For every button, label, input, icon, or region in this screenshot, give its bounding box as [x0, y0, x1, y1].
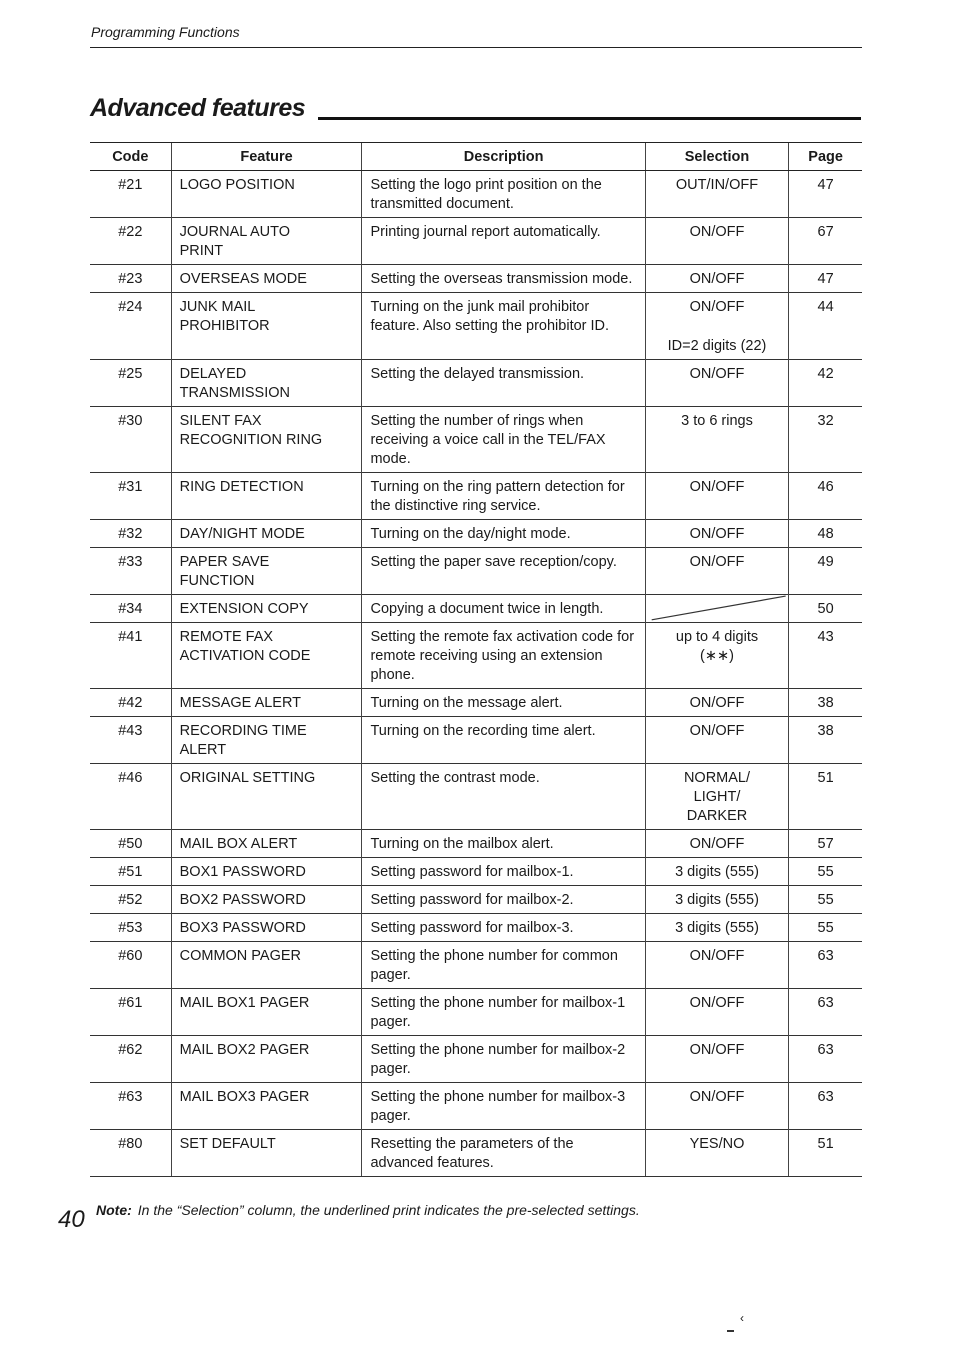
description-text: Setting the overseas transmission mode. [370, 271, 633, 287]
selection-cell [645, 717, 789, 764]
description-cell [362, 1036, 645, 1083]
selection-cell [645, 293, 789, 360]
code-text: #51 [118, 864, 143, 880]
feature-text: JUNK MAIL PROHIBITOR [179, 299, 270, 334]
description-cell [362, 858, 645, 886]
selection-text: YES/NO [689, 1136, 745, 1152]
description-text: Setting password for mailbox-3. [370, 920, 574, 936]
page-cell [789, 360, 862, 407]
page-cell [789, 1130, 862, 1177]
table-row [90, 360, 862, 407]
feature-cell [171, 265, 362, 293]
page-cell [789, 595, 862, 623]
description-cell [362, 473, 645, 520]
description-cell [362, 293, 645, 360]
feature-text: MAIL BOX1 PAGER [179, 995, 310, 1011]
code-cell [90, 360, 171, 407]
description-text: Copying a document twice in length. [370, 601, 604, 617]
selection-text: up to 4 digits (∗∗) [675, 629, 759, 664]
code-cell [90, 1130, 171, 1177]
code-text: #42 [118, 695, 143, 711]
description-text: Printing journal report automatically. [370, 224, 601, 240]
page-text: 49 [817, 554, 834, 570]
running-header: Programming Functions [91, 24, 240, 40]
page-text: 47 [817, 271, 834, 287]
page-cell [789, 764, 862, 830]
table-row [90, 1036, 862, 1083]
code-cell [90, 265, 171, 293]
page-cell [789, 623, 862, 689]
code-text: #52 [118, 892, 143, 908]
page-title: Advanced features [90, 94, 306, 122]
code-cell [90, 171, 171, 218]
feature-text: COMMON PAGER [179, 948, 301, 964]
selection-cell [645, 1130, 789, 1177]
code-text: #63 [118, 1089, 143, 1105]
code-cell [90, 989, 171, 1036]
column-header-code: Code [90, 143, 171, 171]
selection-cell [645, 473, 789, 520]
page-cell [789, 717, 862, 764]
description-cell [362, 548, 645, 595]
feature-cell [171, 623, 362, 689]
description-cell [362, 914, 645, 942]
code-cell [90, 1083, 171, 1130]
code-text: #31 [118, 479, 143, 495]
table-row [90, 858, 862, 886]
column-header-page: Page [789, 143, 862, 171]
note-text: In the “Selection” column, the underlined print indicates the pre-selected settings. [137, 1202, 640, 1218]
description-cell [362, 407, 645, 473]
page-text: 38 [817, 723, 834, 739]
description-cell [362, 764, 645, 830]
page-text: 63 [817, 948, 834, 964]
code-text: #53 [118, 920, 143, 936]
description-text: Setting the number of rings when receiving a voice call in the TEL/FAX mode. [370, 413, 606, 467]
feature-cell [171, 407, 362, 473]
selection-text: ON/OFF [689, 1042, 745, 1058]
table-row [90, 830, 862, 858]
feature-text: SET DEFAULT [179, 1136, 276, 1152]
code-cell [90, 520, 171, 548]
code-cell [90, 914, 171, 942]
page-cell [789, 293, 862, 360]
feature-cell [171, 689, 362, 717]
table-row [90, 473, 862, 520]
description-cell [362, 942, 645, 989]
page-cell [789, 830, 862, 858]
column-header-selection: Selection [645, 143, 789, 171]
table-row [90, 689, 862, 717]
feature-cell [171, 764, 362, 830]
feature-cell [171, 942, 362, 989]
page-cell [789, 1036, 862, 1083]
selection-text: ON/OFF [689, 1089, 745, 1105]
selection-cell [645, 689, 789, 717]
page-text: 63 [817, 995, 834, 1011]
table-row [90, 1130, 862, 1177]
table-row [90, 942, 862, 989]
description-text: Resetting the parameters of the advanced features. [370, 1136, 574, 1171]
description-text: Turning on the ring pattern detection for the distinctive ring service. [370, 479, 625, 514]
feature-cell [171, 171, 362, 218]
feature-cell [171, 360, 362, 407]
description-cell [362, 595, 645, 623]
description-cell [362, 1130, 645, 1177]
page-text: 67 [817, 224, 834, 240]
selection-cell [645, 764, 789, 830]
selection-cell [645, 520, 789, 548]
feature-cell [171, 473, 362, 520]
page-text: 55 [817, 892, 834, 908]
header-rule [90, 47, 862, 48]
description-cell [362, 171, 645, 218]
feature-cell [171, 293, 362, 360]
note-label: Note: [96, 1202, 132, 1218]
selection-text: 3 digits (555) [675, 892, 759, 908]
feature-text: MAIL BOX ALERT [179, 836, 298, 852]
feature-text: REMOTE FAX ACTIVATION CODE [179, 629, 311, 664]
feature-cell [171, 218, 362, 265]
description-text: Setting password for mailbox-2. [370, 892, 574, 908]
code-cell [90, 886, 171, 914]
selection-cell [645, 858, 789, 886]
selection-cell [645, 171, 789, 218]
code-text: #25 [118, 366, 143, 382]
selection-cell [645, 548, 789, 595]
page-text: 42 [817, 366, 834, 382]
selection-text: ON/OFF [689, 695, 745, 711]
feature-cell [171, 520, 362, 548]
description-text: Turning on the day/night mode. [370, 526, 571, 542]
code-text: #41 [118, 629, 143, 645]
page-text: 51 [817, 1136, 834, 1152]
selection-cell [645, 265, 789, 293]
description-cell [362, 689, 645, 717]
table-row [90, 265, 862, 293]
selection-cell [645, 942, 789, 989]
code-text: #32 [118, 526, 143, 542]
feature-text: ORIGINAL SETTING [179, 770, 316, 786]
description-cell [362, 520, 645, 548]
feature-text: MAIL BOX3 PAGER [179, 1089, 310, 1105]
title-rule [318, 117, 861, 120]
scan-dash [727, 1330, 734, 1332]
feature-text: MESSAGE ALERT [179, 695, 302, 711]
selection-text: ON/OFF [689, 948, 745, 964]
feature-text: OVERSEAS MODE [179, 271, 307, 287]
description-cell [362, 218, 645, 265]
selection-cell [645, 1083, 789, 1130]
selection-text: ON/OFF [689, 723, 745, 739]
page-cell [789, 914, 862, 942]
page-cell [789, 548, 862, 595]
feature-cell [171, 989, 362, 1036]
page-cell [789, 473, 862, 520]
code-text: #50 [118, 836, 143, 852]
page-text: 47 [817, 177, 834, 193]
description-text: Setting the logo print position on the transmitted document. [370, 177, 602, 212]
table-row [90, 989, 862, 1036]
feature-cell [171, 548, 362, 595]
description-cell [362, 1083, 645, 1130]
page-cell [789, 171, 862, 218]
description-text: Setting password for mailbox-1. [370, 864, 574, 880]
page-text: 44 [817, 299, 834, 315]
code-cell [90, 623, 171, 689]
feature-cell [171, 858, 362, 886]
code-cell [90, 942, 171, 989]
table-row [90, 548, 862, 595]
feature-cell [171, 830, 362, 858]
description-cell [362, 989, 645, 1036]
code-cell [90, 407, 171, 473]
feature-cell [171, 717, 362, 764]
description-text: Turning on the message alert. [370, 695, 563, 711]
code-cell [90, 717, 171, 764]
selection-text: ON/OFF [689, 224, 745, 240]
description-text: Setting the paper save reception/copy. [370, 554, 617, 570]
page-text: 48 [817, 526, 834, 542]
selection-cell [645, 830, 789, 858]
description-cell [362, 360, 645, 407]
selection-text: ON/OFF [689, 526, 745, 542]
page-text: 43 [817, 629, 834, 645]
table-row [90, 293, 862, 360]
table-header-row [90, 143, 862, 171]
selection-text: ON/OFF [689, 995, 745, 1011]
code-cell [90, 473, 171, 520]
page-cell [789, 886, 862, 914]
table-row [90, 171, 862, 218]
description-text: Turning on the junk mail prohibitor feature. Also setting the prohibitor ID. [370, 299, 610, 334]
page-text: 55 [817, 864, 834, 880]
selection-cell [645, 886, 789, 914]
table-row [90, 886, 862, 914]
code-text: #30 [118, 413, 143, 429]
description-text: Setting the phone number for mailbox-3 pager. [370, 1089, 626, 1124]
selection-cell [645, 1036, 789, 1083]
code-text: #21 [118, 177, 143, 193]
feature-text: PAPER SAVE FUNCTION [179, 554, 270, 589]
page-cell [789, 942, 862, 989]
column-header-description: Description [362, 143, 645, 171]
feature-text: RING DETECTION [179, 479, 304, 495]
feature-cell [171, 595, 362, 623]
code-text: #60 [118, 948, 143, 964]
selection-text: ON/OFF [689, 271, 745, 287]
feature-cell [171, 886, 362, 914]
description-text: Setting the remote fax activation code for remote receiving using an extension phone. [370, 629, 635, 683]
description-cell [362, 717, 645, 764]
selection-cell [645, 595, 789, 623]
code-cell [90, 293, 171, 360]
page-cell [789, 407, 862, 473]
selection-text: OUT/IN/OFF [675, 177, 759, 193]
code-text: #80 [118, 1136, 143, 1152]
feature-text: EXTENSION COPY [179, 601, 309, 617]
description-cell [362, 830, 645, 858]
selection-cell [645, 914, 789, 942]
description-text: Setting the delayed transmission. [370, 366, 585, 382]
selection-text: ON/OFF [689, 366, 745, 382]
description-cell [362, 623, 645, 689]
page-text: 38 [817, 695, 834, 711]
table-row [90, 520, 862, 548]
page-cell [789, 218, 862, 265]
feature-text: SILENT FAX RECOGNITION RING [179, 413, 323, 448]
description-cell [362, 265, 645, 293]
page-text: 63 [817, 1089, 834, 1105]
description-text: Setting the phone number for common pager. [370, 948, 618, 983]
page-text: 32 [817, 413, 834, 429]
code-cell [90, 218, 171, 265]
code-cell [90, 595, 171, 623]
table-row [90, 717, 862, 764]
selection-cell [645, 407, 789, 473]
page-text: 50 [817, 601, 834, 617]
code-text: #23 [118, 271, 143, 287]
selection-text: 3 digits (555) [675, 920, 759, 936]
selection-text: ON/OFF [689, 299, 745, 315]
table-row [90, 914, 862, 942]
page-number: 40 [58, 1206, 85, 1233]
feature-text: RECORDING TIME ALERT [179, 723, 307, 758]
column-header-feature: Feature [171, 143, 362, 171]
page-text: 63 [817, 1042, 834, 1058]
table-row [90, 407, 862, 473]
code-text: #61 [118, 995, 143, 1011]
table-row [90, 764, 862, 830]
feature-cell [171, 1036, 362, 1083]
selection-text: ON/OFF [689, 479, 745, 495]
table-row [90, 623, 862, 689]
description-text: Setting the phone number for mailbox-2 pager. [370, 1042, 626, 1077]
selection-cell [645, 623, 789, 689]
code-text: #24 [118, 299, 143, 315]
page-cell [789, 520, 862, 548]
page-cell [789, 689, 862, 717]
code-cell [90, 858, 171, 886]
page-text: 55 [817, 920, 834, 936]
feature-text: BOX1 PASSWORD [179, 864, 306, 880]
feature-text: MAIL BOX2 PAGER [179, 1042, 310, 1058]
feature-text: BOX2 PASSWORD [179, 892, 306, 908]
scan-mark: ‹ [740, 1311, 744, 1325]
description-cell [362, 886, 645, 914]
code-cell [90, 548, 171, 595]
page-text: 46 [817, 479, 834, 495]
feature-text: DELAYED TRANSMISSION [179, 366, 290, 401]
selection-text: 3 digits (555) [675, 864, 759, 880]
selection-text: NORMAL/ LIGHT/ DARKER [683, 770, 751, 824]
feature-text: JOURNAL AUTO PRINT [179, 224, 291, 259]
code-text: #62 [118, 1042, 143, 1058]
feature-cell [171, 1083, 362, 1130]
footnote [96, 1202, 640, 1218]
page-cell [789, 1083, 862, 1130]
code-text: #34 [118, 601, 143, 617]
code-text: #22 [118, 224, 143, 240]
table-row [90, 595, 862, 623]
code-cell [90, 764, 171, 830]
code-cell [90, 830, 171, 858]
page-text: 57 [817, 836, 834, 852]
page-text: 51 [817, 770, 834, 786]
description-text: Setting the contrast mode. [370, 770, 540, 786]
table-row [90, 218, 862, 265]
not-applicable-slash [646, 595, 789, 622]
selection-cell [645, 989, 789, 1036]
selection-text: 3 to 6 rings [681, 413, 753, 429]
selection-text: ON/OFF [689, 836, 745, 852]
code-cell [90, 689, 171, 717]
table-row [90, 1083, 862, 1130]
selection-cell [645, 360, 789, 407]
feature-text: LOGO POSITION [179, 177, 295, 193]
page-cell [789, 989, 862, 1036]
feature-text: DAY/NIGHT MODE [179, 526, 305, 542]
description-text: Setting the phone number for mailbox-1 pager. [370, 995, 626, 1030]
code-text: #43 [118, 723, 143, 739]
code-text: #46 [118, 770, 143, 786]
description-text: Turning on the recording time alert. [370, 723, 596, 739]
feature-cell [171, 1130, 362, 1177]
selection-text: ON/OFF [689, 554, 745, 570]
feature-text: BOX3 PASSWORD [179, 920, 306, 936]
page-cell [789, 265, 862, 293]
selection-extra-text: ID=2 digits (22) [667, 338, 767, 354]
feature-cell [171, 914, 362, 942]
description-text: Turning on the mailbox alert. [370, 836, 554, 852]
code-text: #33 [118, 554, 143, 570]
selection-cell [645, 218, 789, 265]
advanced-features-table [90, 142, 862, 1177]
page-cell [789, 858, 862, 886]
code-cell [90, 1036, 171, 1083]
